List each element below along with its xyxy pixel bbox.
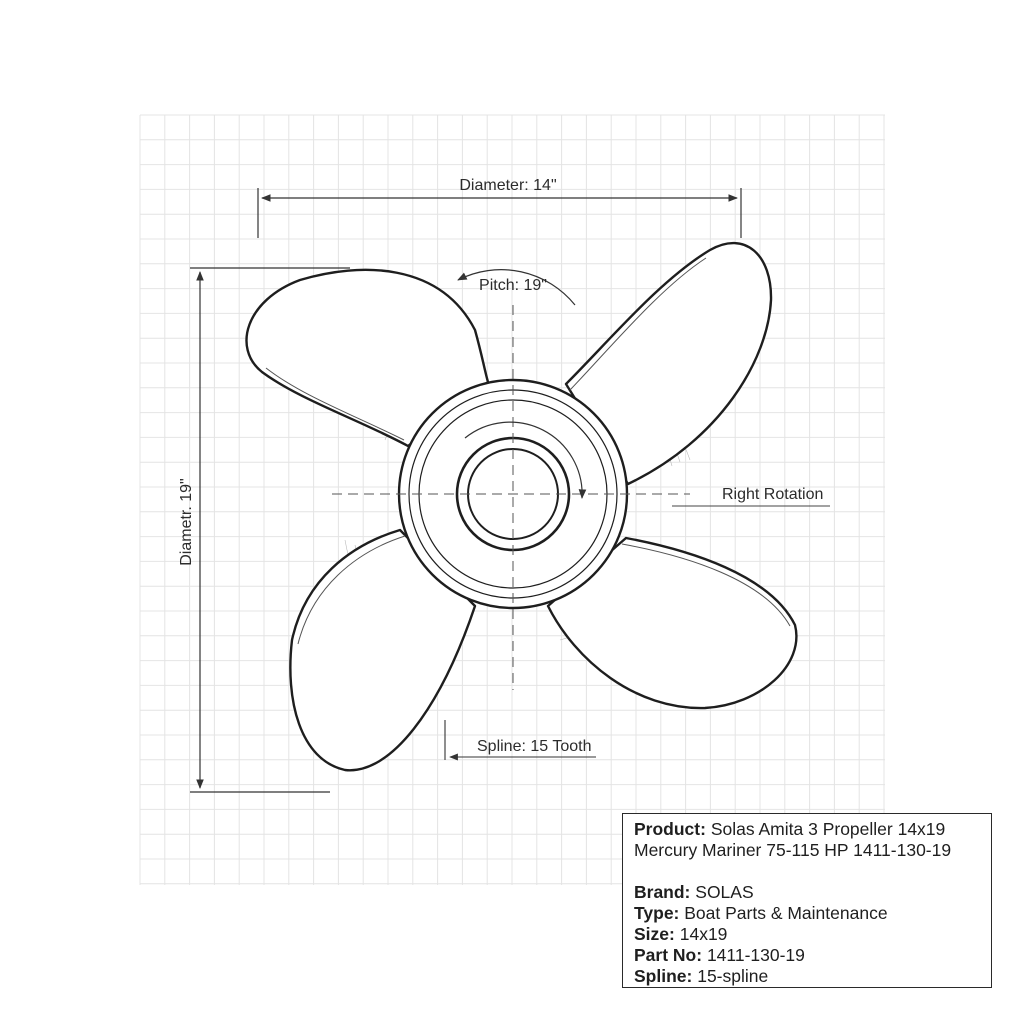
- type-key: Type:: [634, 903, 680, 923]
- part-value: 1411-130-19: [706, 945, 805, 965]
- diameter-horizontal-dimension: [258, 188, 741, 238]
- brand-key: Brand:: [634, 882, 691, 902]
- product-line1: Solas Amita 3 Propeller 14x19: [710, 819, 946, 839]
- spline-label: Spline: 15 Tooth: [477, 738, 592, 755]
- spline-row: [634, 966, 981, 987]
- brand-row: [634, 882, 981, 903]
- size-value: 14x19: [679, 924, 728, 944]
- product-row: [634, 819, 981, 840]
- product-info-box: [622, 813, 992, 988]
- part-row: [634, 945, 981, 966]
- part-key: Part No:: [634, 945, 703, 965]
- product-key: Product:: [634, 819, 706, 839]
- pitch-label: Pitch: 19": [479, 277, 547, 294]
- brand-value: SOLAS: [695, 882, 754, 902]
- type-value: Boat Parts & Maintenance: [684, 903, 888, 923]
- product-line2: Mercury Mariner 75-115 HP 1411-130-19: [634, 840, 952, 860]
- diameter-horizontal-label: Diameter: 14": [459, 177, 557, 194]
- spline-key: Spline:: [634, 966, 693, 986]
- diameter-vertical-label: Diametr. 19": [178, 478, 195, 566]
- size-key: Size:: [634, 924, 675, 944]
- rotation-label: Right Rotation: [722, 486, 824, 503]
- type-row: [634, 903, 981, 924]
- spline-value: 15-spline: [697, 966, 769, 986]
- size-row: [634, 924, 981, 945]
